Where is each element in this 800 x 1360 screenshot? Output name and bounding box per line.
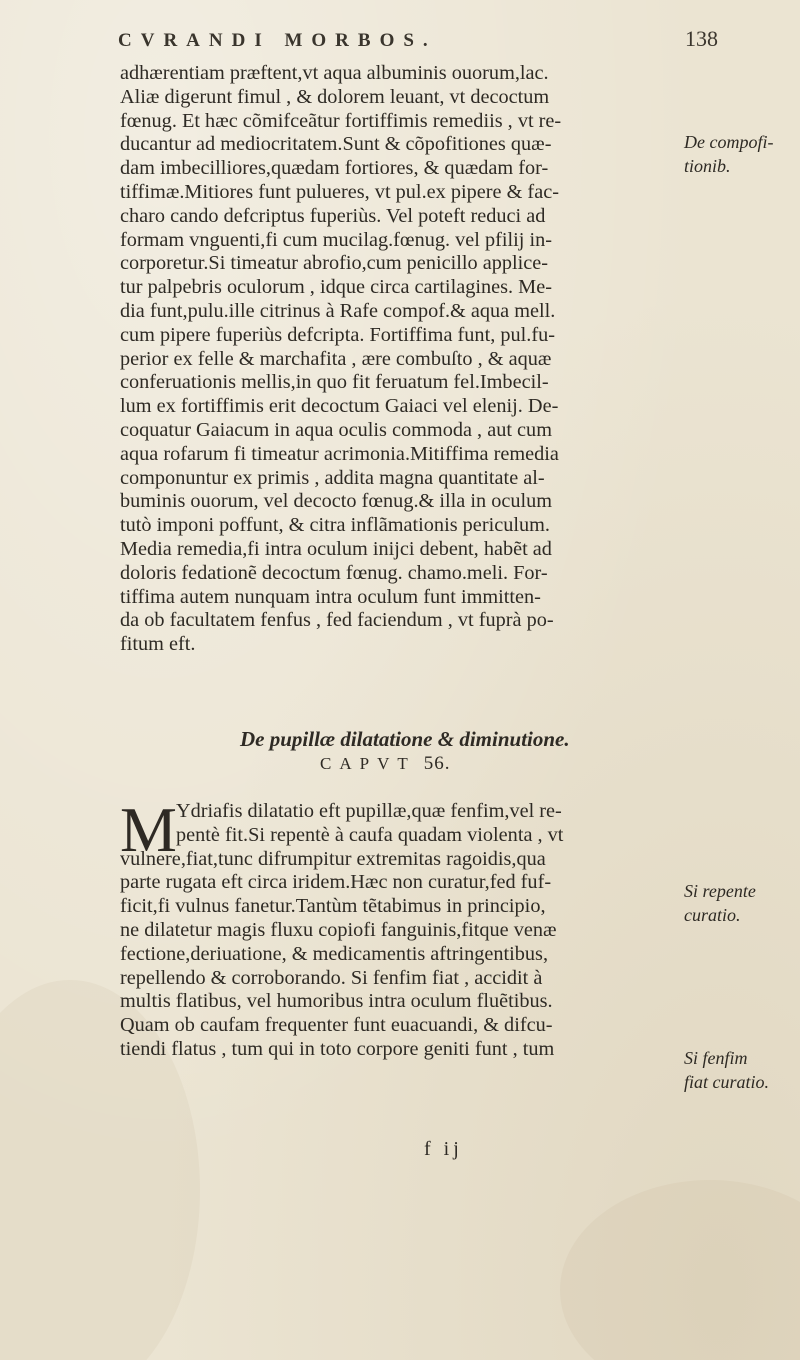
text-line: ducantur ad mediocritatem.Sunt & cõpofitiones quæ- xyxy=(120,133,552,156)
text-line: componuntur ex primis , addita magna quantitate al- xyxy=(120,466,545,489)
text-line: dam imbecilliores,quædam fortiores, & quædam for- xyxy=(120,157,549,180)
text-line: coquatur Gaiacum in aqua oculis commoda , aut cum xyxy=(120,418,552,441)
margin-note: tionib. xyxy=(684,156,731,176)
text-line: Quam ob caufam frequenter funt euacuandi, & difcu- xyxy=(120,1014,553,1037)
text-line: ficit,fi vulnus fanetur.Tantùm tẽtabimus in principio, xyxy=(120,895,546,918)
text-line: ne dilatetur magis fluxu copiofi fanguinis,fitque venæ xyxy=(120,918,557,941)
text-line: parte rugata eft circa iridem.Hæc non curatur,fed fuf- xyxy=(120,871,552,894)
signature-mark: f ij xyxy=(424,1138,463,1160)
margin-note: fiat curatio. xyxy=(684,1072,769,1092)
text-line: dia funt,pulu.ille citrinus à Rafe compof.& aqua mell. xyxy=(120,299,556,322)
text-line: Ydriafis dilatatio eft pupillæ,quæ fenfim,vel re- xyxy=(176,800,562,822)
text-line: da ob facultatem fenfus , fed faciendum , vt fuprà po- xyxy=(120,609,554,632)
text-line: fectione,deriuatione, & medicamentis aftringentibus, xyxy=(120,942,549,965)
running-head xyxy=(118,22,718,62)
text-line: tiffima autem nunquam intra oculum funt immitten- xyxy=(120,585,541,608)
text-line: charo cando defcriptus fuperiùs. Vel poteft reduci ad xyxy=(120,204,546,227)
chapter-word: CAPVT xyxy=(320,754,416,773)
text-line: pentè fit.Si repentè à caufa quadam violenta , vt xyxy=(176,823,564,846)
text-line: aqua rofarum fi timeatur acrimonia.Mitiffima remedia xyxy=(120,442,559,465)
text-line: conferuationis mellis,in quo fit feruatum fel.Imbecil- xyxy=(120,371,549,394)
drop-cap: M xyxy=(120,794,177,865)
margin-note: Si fenfim xyxy=(684,1048,748,1068)
text-line: cum pipere fuperiùs defcripta. Fortiffima funt, pul.fu- xyxy=(120,323,555,346)
text-line: tiffimæ.Mitiores funt pulueres, vt pul.ex pipere & fac- xyxy=(120,180,559,203)
margin-note: curatio. xyxy=(684,905,741,925)
page-number: 138 xyxy=(685,26,718,51)
text-line: tutò imponi poffunt, & citra inflãmationis periculum. xyxy=(120,514,550,537)
paper-stain xyxy=(560,1180,800,1360)
text-line: tiendi flatus , tum qui in toto corpore geniti funt , tum xyxy=(120,1037,555,1060)
text-line: formam vnguenti,fi cum mucilag.fœnug. vel pfilij in- xyxy=(120,228,553,251)
margin-note: Si repente xyxy=(684,881,756,901)
text-line: Aliæ digerunt fimul , & dolorem leuant, vt decoctum xyxy=(120,85,550,108)
text-line: perior ex felle & marchafita , ære combuſto , & aquæ xyxy=(120,347,552,370)
text-line: vulnere,fiat,tunc difrumpitur extremitas ragoidis,qua xyxy=(120,847,546,870)
section-heading: De pupillæ dilatatione & diminutione. xyxy=(240,727,570,751)
text-line: Media remedia,fi intra oculum inijci debent, habẽt ad xyxy=(120,537,552,560)
text-line: repellendo & corroborando. Si fenfim fiat , accidit à xyxy=(120,966,543,989)
body-text xyxy=(120,62,710,657)
text-line: tur palpebris oculorum , idque circa cartilagines. Me- xyxy=(120,276,552,299)
text-line: corporetur.Si timeatur abrofio,cum penicillo applice- xyxy=(120,252,549,275)
chapter-number: 56. xyxy=(423,753,451,774)
text-line: doloris fedationẽ decoctum fœnug. chamo.meli. For- xyxy=(120,561,548,584)
text-line: adhærentiam præftent,vt aqua albuminis ouorum,lac. xyxy=(120,62,549,84)
text-line: multis flatibus, vel humoribus intra oculum fluẽtibus. xyxy=(120,990,553,1013)
running-title: CVRANDI MORBOS. xyxy=(118,30,437,51)
chapter-label xyxy=(320,753,450,775)
text-line: fœnug. Et hæc cõmifceãtur fortiffimis remediis , vt re- xyxy=(120,109,562,132)
text-line: fitum eft. xyxy=(120,633,196,656)
margin-note: De compofi- xyxy=(684,132,774,152)
chapter-text xyxy=(120,794,710,1062)
text-line: buminis ouorum, vel decocto fœnug.& illa in oculum xyxy=(120,490,553,513)
text-line: lum ex fortiffimis erit decoctum Gaiaci vel elenij. De- xyxy=(120,395,559,418)
